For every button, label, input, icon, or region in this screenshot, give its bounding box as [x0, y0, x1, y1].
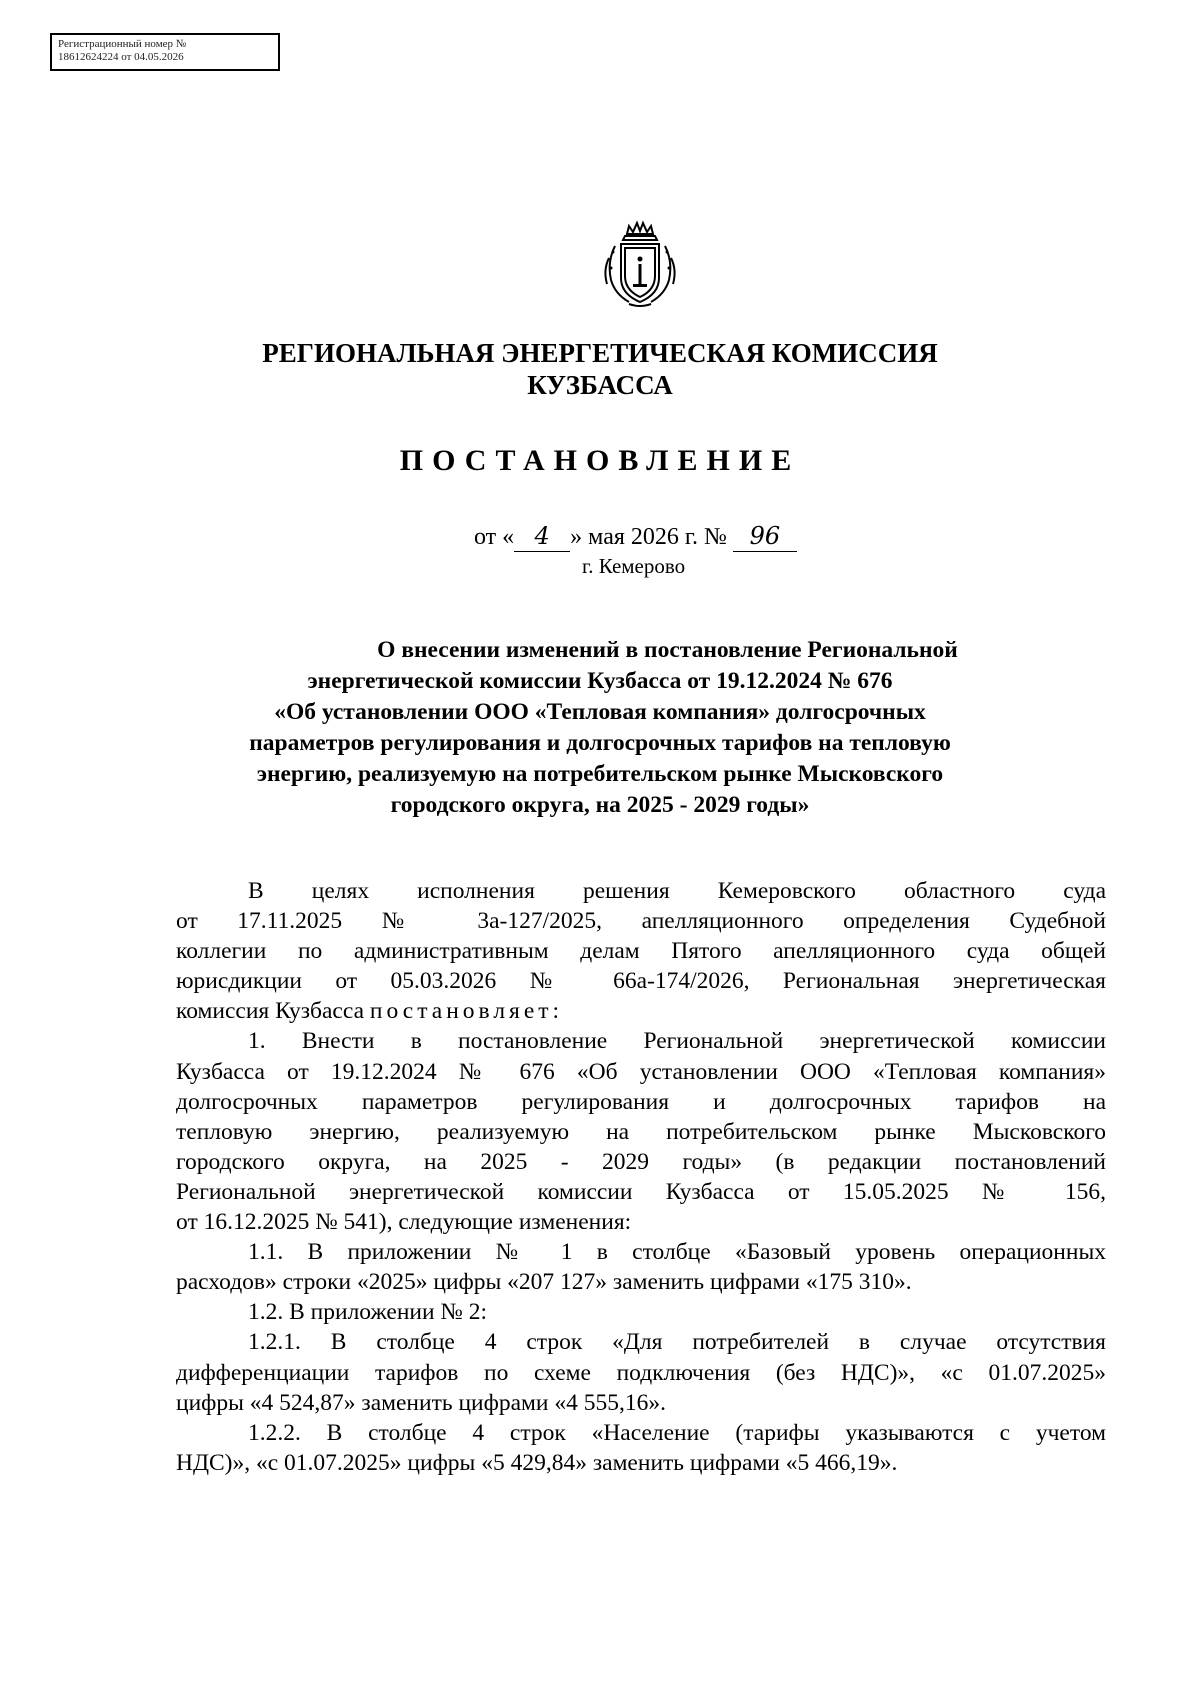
body-line: дифференциации тарифов по схеме подключения (без НДС)», «с 01.07.2025» [176, 1359, 1106, 1386]
date-prefix: от « [474, 524, 515, 550]
stamp-line-1: Регистрационный номер № [58, 38, 187, 50]
body-line: Региональной энергетической комиссии Кузбасса от 15.05.2025 № 156, [176, 1178, 1106, 1205]
title-line: энергетической комиссии Кузбасса от 19.12.2024 № 676 [307, 668, 893, 694]
body-line: долгосрочных параметров регулирования и долгосрочных тарифов на [176, 1088, 1106, 1115]
body-line: городского округа, на 2025 - 2029 годы» (в редакции постановлений [176, 1148, 1106, 1175]
city-line: г. Кемерово [582, 554, 686, 578]
document-number-handwritten: 96 [733, 521, 797, 552]
body-line: В целях исполнения решения Кемеровского областного суда [248, 878, 1106, 904]
date-number-line [474, 521, 797, 552]
body-line: юрисдикции от 05.03.2026 № 66а-174/2026, Региональная энергетическая [176, 968, 1106, 995]
body-line: 1. Внести в постановление Региональной энергетической комиссии [248, 1028, 1106, 1055]
title-line: О внесении изменений в постановление Региональной [377, 637, 958, 663]
title-line: энергию, реализуемую на потребительском рынке Мысковского [256, 761, 944, 787]
organization-name-line-1: РЕГИОНАЛЬНАЯ ЭНЕРГЕТИЧЕСКАЯ КОМИССИЯ [262, 338, 938, 368]
body-line: расходов» строки «2025» цифры «207 127» заменить цифрами «175 310». [176, 1269, 912, 1296]
body-line: 1.2. В приложении № 2: [248, 1299, 488, 1326]
body-line: от 16.12.2025 № 541), следующие изменения: [176, 1209, 632, 1236]
body-line: 1.1. В приложении № 1 в столбце «Базовый уровень операционных [248, 1239, 1106, 1266]
body-line: НДС)», «с 01.07.2025» цифры «5 429,84» заменить цифрами «5 466,19». [176, 1449, 898, 1476]
title-line: городского округа, на 2025 - 2029 годы» [390, 792, 810, 818]
date-day-handwritten: 4 [514, 521, 570, 552]
body-line: тепловую энергию, реализуемую на потребительском рынке Мысковского [176, 1118, 1106, 1145]
title-line: параметров регулирования и долгосрочных тарифов на тепловую [249, 730, 951, 756]
body-line: цифры «4 524,87» заменить цифрами «4 555,16». [176, 1389, 666, 1416]
body-line: 1.2.1. В столбце 4 строк «Для потребителей в случае отсутствия [248, 1329, 1106, 1356]
body-line: коллегии по административным делам Пятого апелляционного суда общей [176, 938, 1106, 965]
registration-stamp [50, 33, 280, 71]
document-title [0, 635, 1200, 821]
stamp-line-2: 18612624224 от 04.05.2026 [58, 51, 184, 63]
title-line: «Об установлении ООО «Тепловая компания» долгосрочных [274, 699, 926, 725]
document-body [176, 876, 1106, 1478]
date-middle: » мая 2026 г. № [570, 524, 727, 550]
body-line: Кузбасса от 19.12.2024 № 676 «Об установлении ООО «Тепловая компания» [176, 1058, 1106, 1085]
resolution-keyword: постановляет: [369, 998, 564, 1025]
body-line: 1.2.2. В столбце 4 строк «Население (тарифы указываются с учетом [248, 1419, 1106, 1446]
body-line [176, 996, 1106, 1026]
kuzbass-coat-of-arms-icon [599, 218, 681, 310]
body-text: комиссия Кузбасса [176, 998, 364, 1025]
document-type-heading: ПОСТАНОВЛЕНИЕ [399, 444, 801, 477]
organization-name-line-2: КУЗБАССА [527, 370, 673, 400]
body-line: от 17.11.2025 № 3а-127/2025, апелляционного определения Судебной [176, 908, 1106, 935]
